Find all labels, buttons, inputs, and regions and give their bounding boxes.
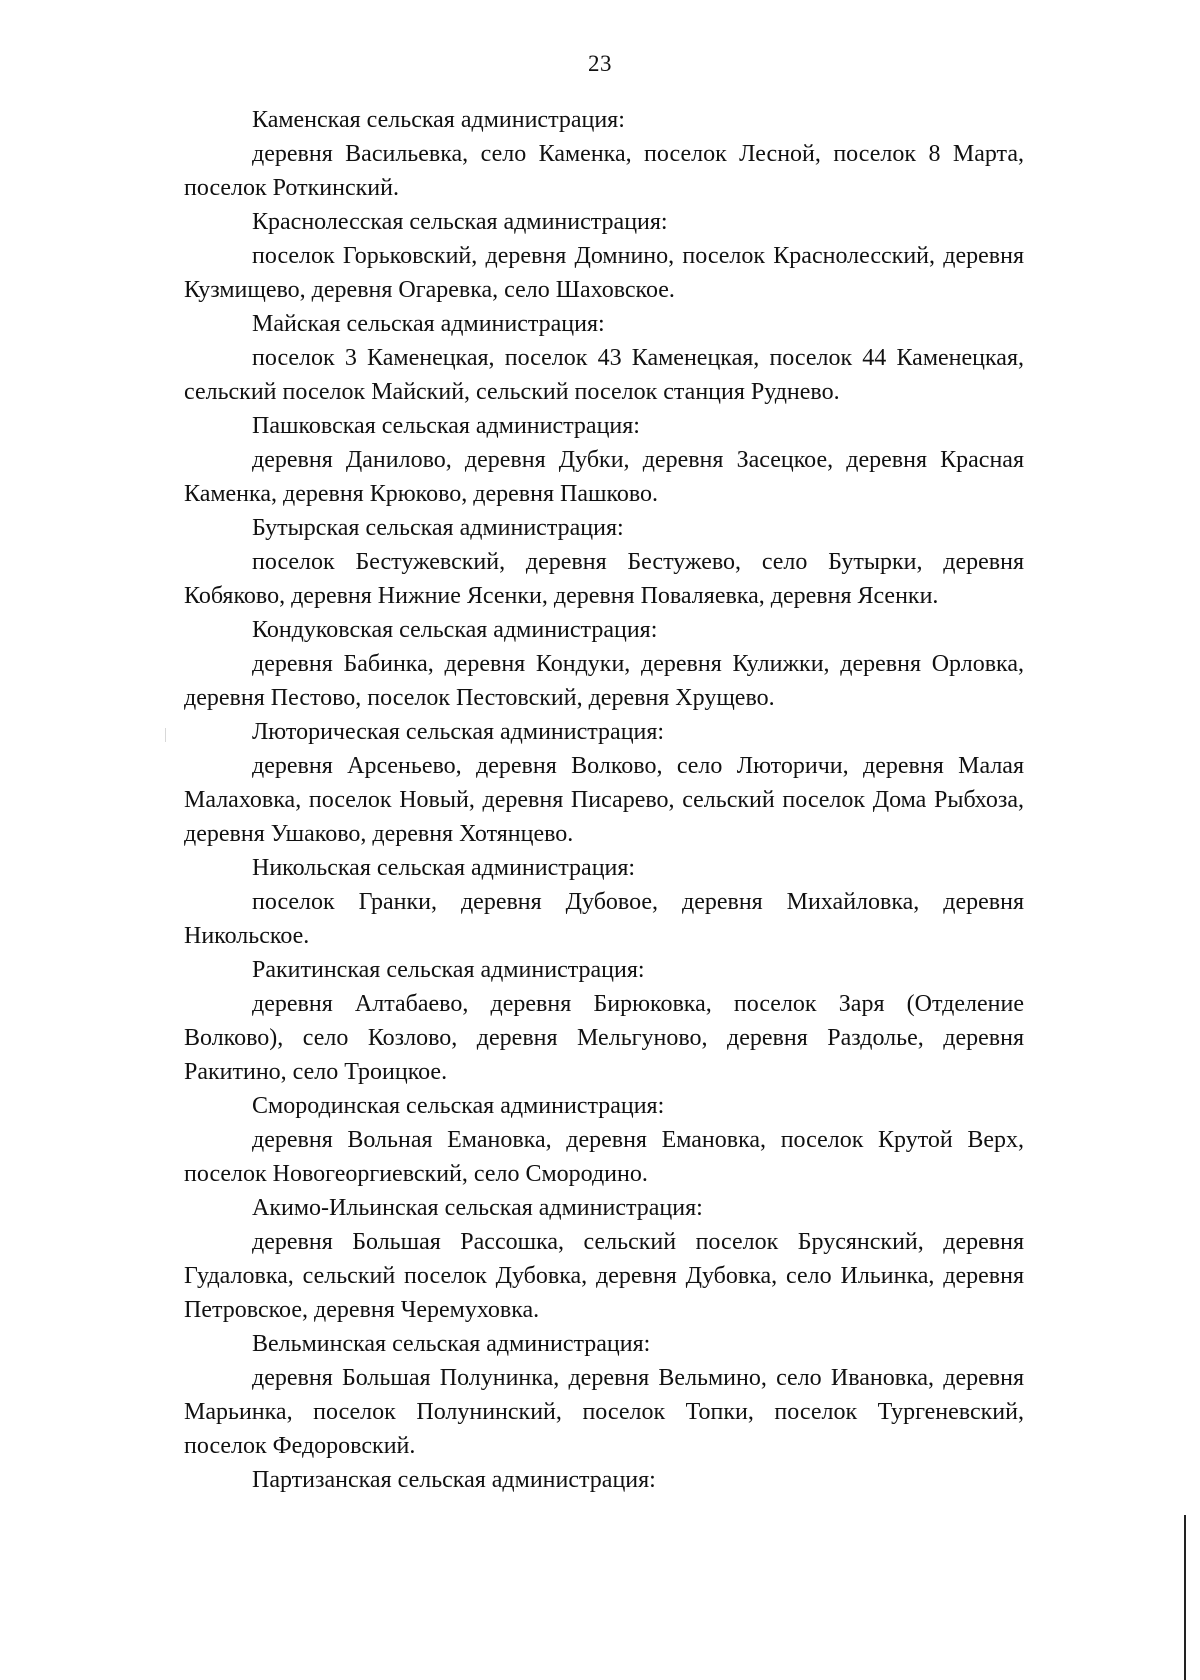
page-number: 23 bbox=[588, 51, 612, 76]
section-velminskaya bbox=[184, 1327, 1024, 1463]
admin-villages: поселок Бестужевский, деревня Бестужево, село Бутырки, деревня Кобяково, деревня Нижние Ясенки, деревня Поваляевка, деревня Ясенки. bbox=[184, 549, 1024, 609]
admin-villages: деревня Большая Рассошка, сельский поселок Брусянский, деревня Гудаловка, сельский поселок Дубовка, деревня Дубовка, село Ильинка, деревня Петровское, деревня Черемуховка. bbox=[184, 1229, 1024, 1323]
document-body bbox=[184, 103, 1024, 1497]
admin-heading: Смородинская сельская администрация: bbox=[252, 1093, 665, 1119]
admin-villages: деревня Арсеньево, деревня Волково, село Люторичи, деревня Малая Малаховка, поселок Новый, деревня Писарево, сельский поселок Дома Рыбхоза, деревня Ушаково, деревня Хотянцево. bbox=[184, 753, 1024, 847]
admin-heading: Люторическая сельская администрация: bbox=[252, 719, 665, 745]
admin-villages: поселок Горьковский, деревня Домнино, поселок Краснолесский, деревня Кузмищево, деревня Огаревка, село Шаховское. bbox=[184, 243, 1024, 303]
scan-edge-line bbox=[1184, 1515, 1186, 1680]
section-butyrskaya bbox=[184, 511, 1024, 613]
section-krasnolesskaya bbox=[184, 205, 1024, 307]
admin-villages: поселок Гранки, деревня Дубовое, деревня Михайловка, деревня Никольское. bbox=[184, 889, 1024, 949]
admin-villages: деревня Васильевка, село Каменка, поселок Лесной, поселок 8 Марта, поселок Роткинский. bbox=[184, 141, 1024, 201]
section-smorodinskaya bbox=[184, 1089, 1024, 1191]
admin-heading: Кондуковская сельская администрация: bbox=[252, 617, 658, 643]
admin-villages: деревня Бабинка, деревня Кондуки, деревня Кулижки, деревня Орловка, деревня Пестово, поселок Пестовский, деревня Хрущево. bbox=[184, 651, 1024, 711]
admin-heading: Бутырская сельская администрация: bbox=[252, 515, 624, 541]
admin-villages: поселок 3 Каменецкая, поселок 43 Каменецкая, поселок 44 Каменецкая, сельский поселок Майский, сельский поселок станция Руднево. bbox=[184, 345, 1024, 405]
section-mayskaya bbox=[184, 307, 1024, 409]
admin-heading: Пашковская сельская администрация: bbox=[252, 413, 640, 439]
admin-heading: Партизанская сельская администрация: bbox=[252, 1467, 656, 1493]
admin-villages: деревня Данилово, деревня Дубки, деревня Засецкое, деревня Красная Каменка, деревня Крюково, деревня Пашково. bbox=[184, 447, 1024, 507]
admin-villages: деревня Большая Полунинка, деревня Вельмино, село Ивановка, деревня Марьинка, поселок Полунинский, поселок Топки, поселок Тургеневский, поселок Федоровский. bbox=[184, 1365, 1024, 1459]
admin-heading: Вельминская сельская администрация: bbox=[252, 1331, 651, 1357]
section-kamenskaya bbox=[184, 103, 1024, 205]
admin-heading: Никольская сельская администрация: bbox=[252, 855, 636, 881]
section-kondukovskaya bbox=[184, 613, 1024, 715]
admin-heading: Каменская сельская администрация: bbox=[252, 107, 625, 133]
admin-heading: Акимо-Ильинская сельская администрация: bbox=[252, 1195, 703, 1221]
admin-heading: Майская сельская администрация: bbox=[252, 311, 605, 337]
section-rakitinskaya bbox=[184, 953, 1024, 1089]
section-lyutoricheskaya bbox=[184, 715, 1024, 851]
admin-heading: Краснолесская сельская администрация: bbox=[252, 209, 668, 235]
section-partizanskaya bbox=[184, 1463, 1024, 1497]
scan-speck bbox=[165, 728, 166, 742]
admin-heading: Ракитинская сельская администрация: bbox=[252, 957, 645, 983]
section-akimo-ilyinskaya bbox=[184, 1191, 1024, 1327]
section-pashkovskaya bbox=[184, 409, 1024, 511]
admin-villages: деревня Алтабаево, деревня Бирюковка, поселок Заря (Отделение Волково), село Козлово, деревня Мельгуново, деревня Раздолье, деревня Ракитино, село Троицкое. bbox=[184, 991, 1024, 1085]
admin-villages: деревня Вольная Емановка, деревня Емановка, поселок Крутой Верх, поселок Новогеоргиевский, село Смородино. bbox=[184, 1127, 1024, 1187]
section-nikolskaya bbox=[184, 851, 1024, 953]
